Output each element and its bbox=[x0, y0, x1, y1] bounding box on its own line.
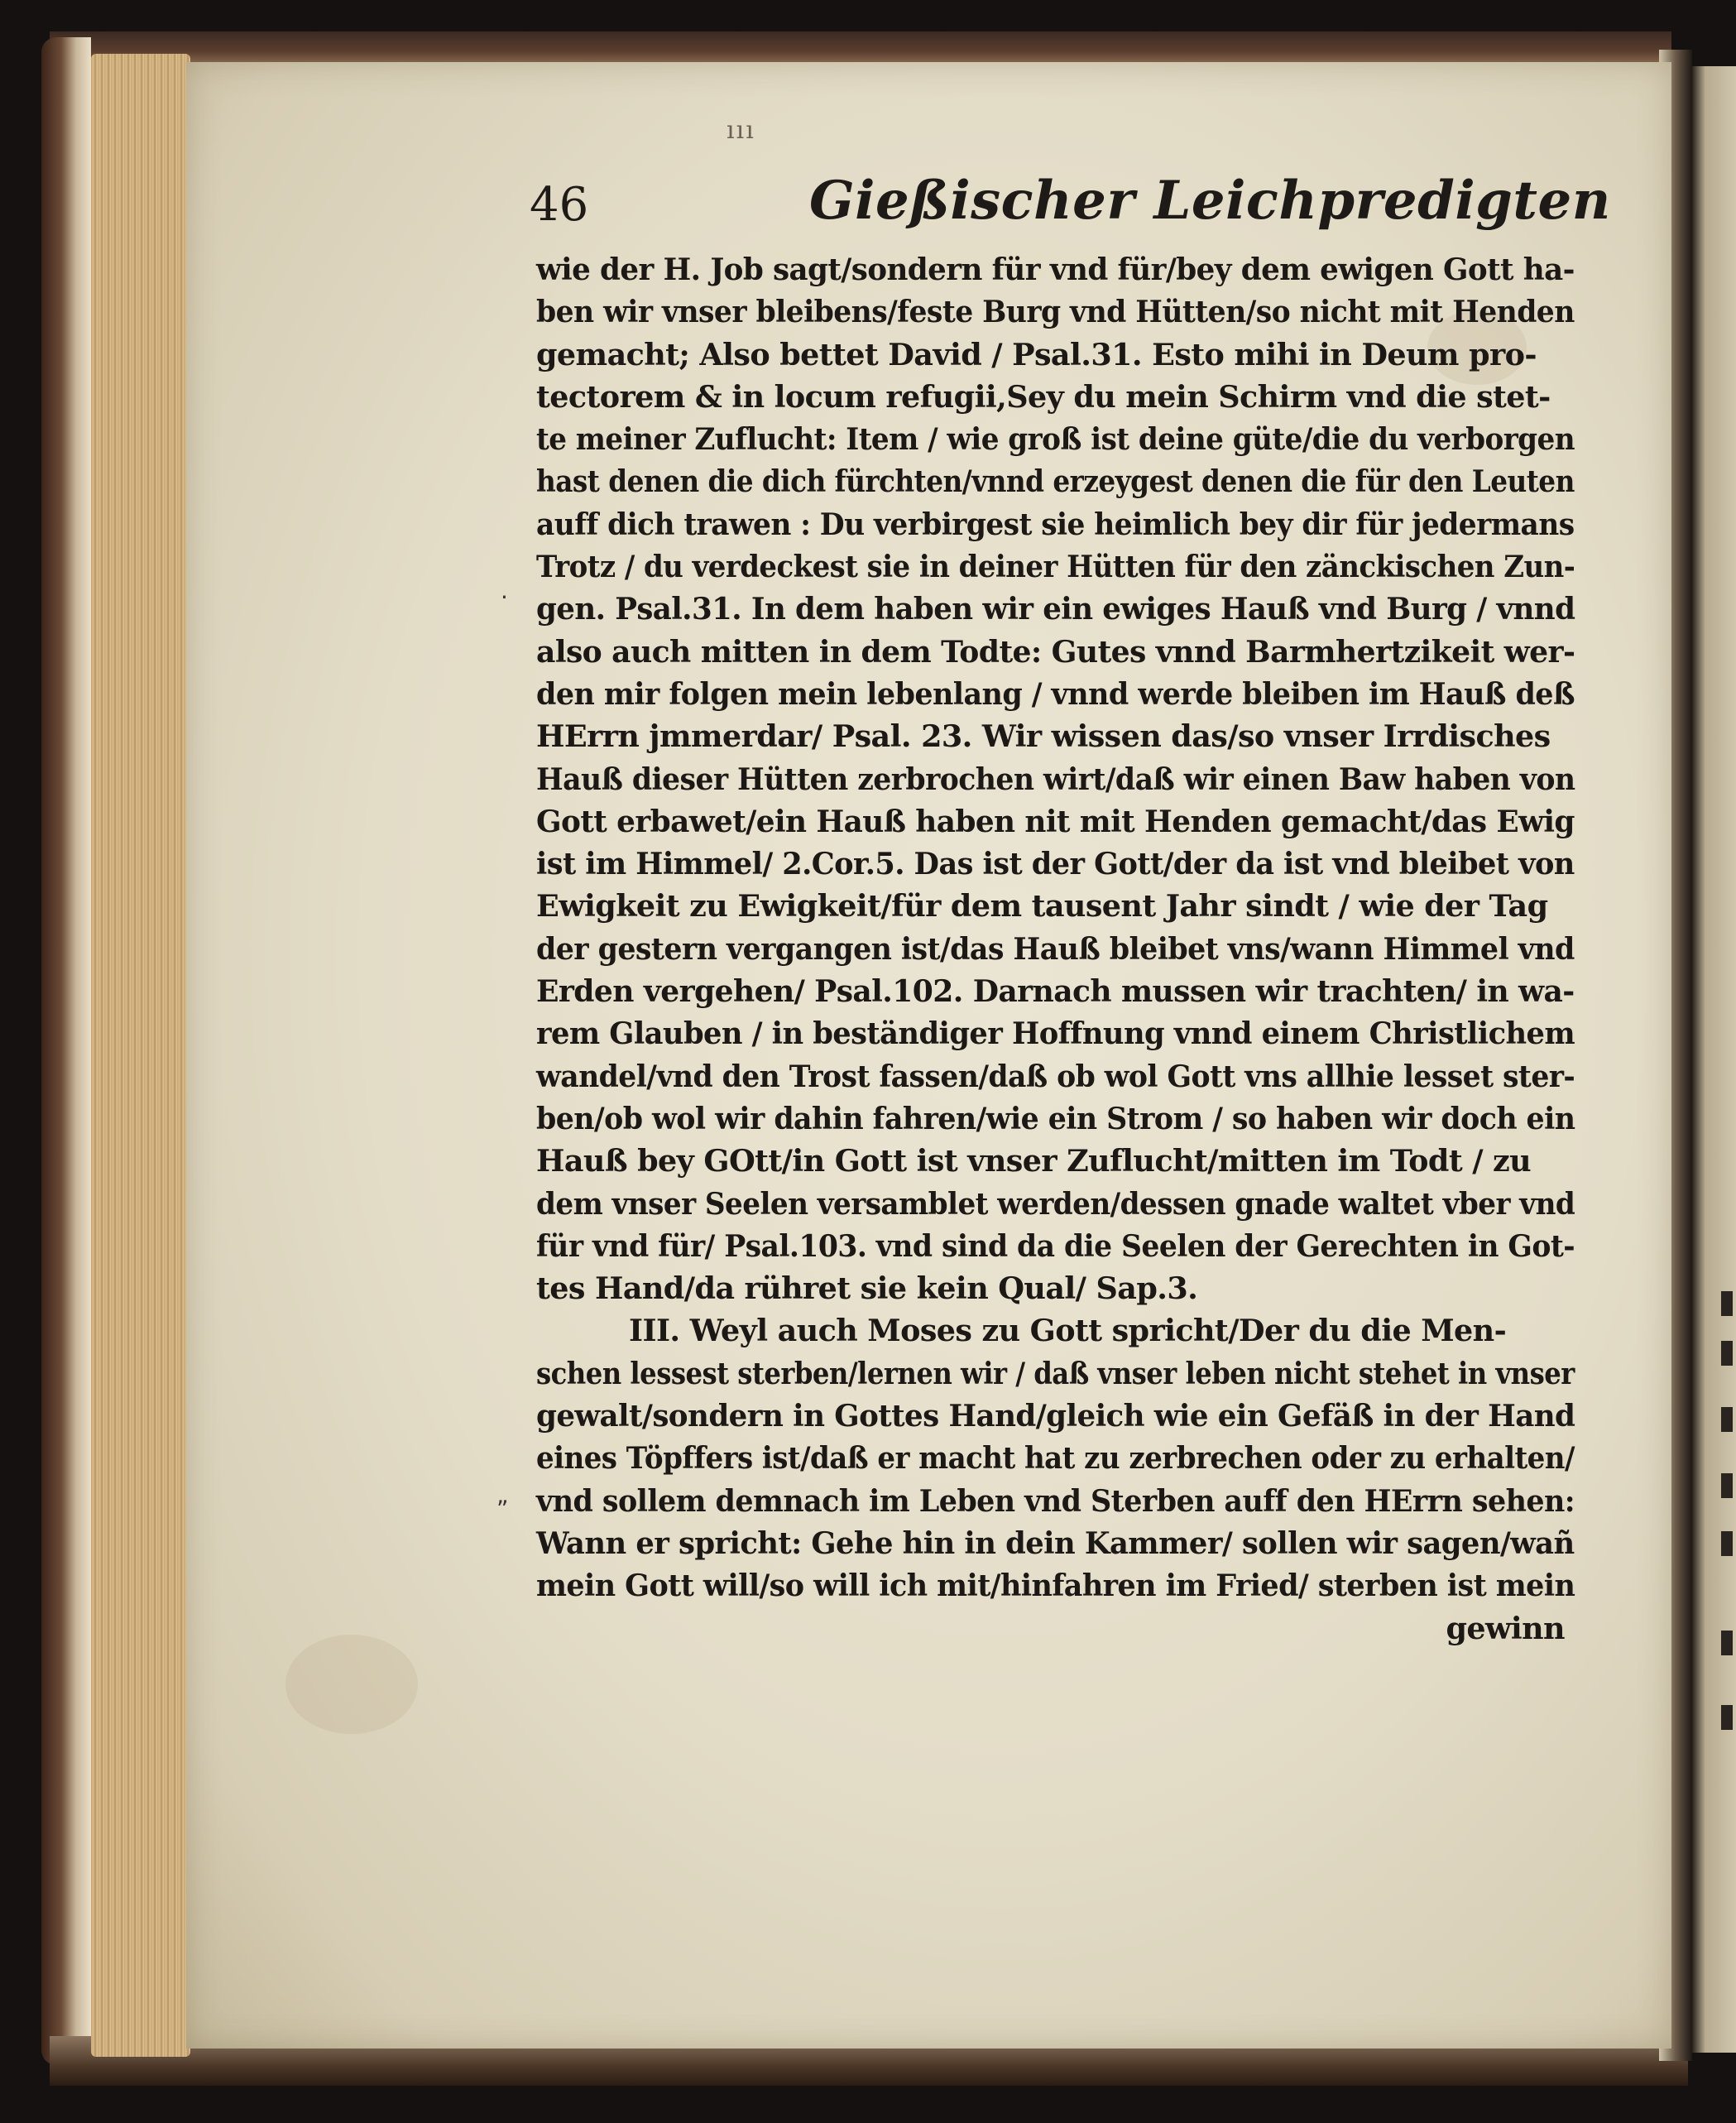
running-head bbox=[530, 170, 1630, 244]
paper-stain bbox=[285, 1635, 418, 1734]
text-line: Hauß dieser Hütten zerbrochen wirt/daß wir einen Baw haben von bbox=[536, 761, 1575, 797]
facing-page-edge bbox=[1692, 66, 1736, 2053]
text-line: III. Weyl auch Moses zu Gott spricht/Der du die Men- bbox=[629, 1313, 1507, 1349]
text-line: tes Hand/da rühret sie kein Qual/ Sap.3. bbox=[536, 1270, 1198, 1307]
page-number: 46 bbox=[530, 178, 589, 232]
catchword: gewinn bbox=[1446, 1610, 1565, 1646]
text-line: ben wir vnser bleibens/feste Burg vnd Hütten/so nicht mit Henden bbox=[536, 294, 1575, 330]
text-line: gen. Psal.31. In dem haben wir ein ewiges Hauß vnd Burg / vnnd bbox=[536, 591, 1575, 627]
cover-top-edge bbox=[50, 31, 1671, 65]
text-line: eines Töpffers ist/daß er macht hat zu zerbrechen oder zu erhalten/ bbox=[536, 1440, 1575, 1477]
text-line: dem vnser Seelen versamblet werden/dessen gnade waltet vber vnd bbox=[536, 1185, 1575, 1222]
text-line: Hauß bey GOtt/in Gott ist vnser Zuflucht/mitten im Todt / zu bbox=[536, 1143, 1532, 1179]
text-line: ist im Himmel/ 2.Cor.5. Das ist der Gott/der da ist vnd bleibet von bbox=[536, 846, 1575, 882]
margin-quote-mark: „ bbox=[496, 1482, 509, 1509]
text-line: mein Gott will/so will ich mit/hinfahren im Fried/ sterben ist mein bbox=[536, 1568, 1575, 1604]
text-line: Erden vergehen/ Psal.102. Darnach mussen wir trachten/ in wa- bbox=[536, 973, 1575, 1010]
text-line: auff dich trawen : Du verbirgest sie heimlich bey dir für jedermans bbox=[536, 506, 1575, 542]
text-line: Trotz / du verdeckest sie in deiner Hütten für den zänckischen Zun- bbox=[536, 549, 1575, 585]
text-line: Wann er spricht: Gehe hin in dein Kammer/ sollen wir sagen/wañ bbox=[536, 1525, 1575, 1561]
text-line: hast denen die dich fürchten/vnnd erzeygest denen die für den Leuten bbox=[536, 464, 1575, 500]
text-line: für vnd für/ Psal.103. vnd sind da die Seelen der Gerechten in Got- bbox=[536, 1227, 1575, 1264]
text-line: ben/ob wol wir dahin fahren/wie ein Strom / so haben wir doch ein bbox=[536, 1100, 1575, 1136]
running-head-title: Gießischer Leichpredigten bbox=[809, 170, 1611, 232]
folio-mark: ııı bbox=[727, 116, 755, 145]
text-line: te meiner Zuflucht: Item / wie groß ist deine güte/die du verborgen bbox=[536, 421, 1575, 458]
text-line: Ewigkeit zu Ewigkeit/für dem tausent Jahr sindt / wie der Tag bbox=[536, 888, 1548, 925]
text-line: den mir folgen mein lebenlang / vnnd werde bleiben im Hauß deß bbox=[536, 675, 1575, 712]
text-line: gemacht; Also bettet David / Psal.31. Esto mihi in Deum pro- bbox=[536, 336, 1537, 372]
text-line: rem Glauben / in beständiger Hoffnung vnnd einem Christlichem bbox=[536, 1016, 1575, 1052]
text-line: also auch mitten in dem Todte: Gutes vnnd Barmhertzikeit wer- bbox=[536, 633, 1575, 670]
text-line: tectorem & in locum refugii,Sey du mein Schirm vnd die stet- bbox=[536, 378, 1551, 415]
text-line: gewalt/sondern in Gottes Hand/gleich wie ein Gefäß in der Hand bbox=[536, 1398, 1575, 1434]
text-line: der gestern vergangen ist/das Hauß bleibet vns/wann Himmel vnd bbox=[536, 930, 1575, 967]
text-line: wandel/vnd den Trost fassen/daß ob wol Gott vns allhie lesset ster- bbox=[536, 1058, 1575, 1094]
text-line: vnd sollem demnach im Leben vnd Sterben auff den HErrn sehen: bbox=[536, 1482, 1575, 1519]
text-line: schen lessest sterben/lernen wir / daß vnser leben nicht stehet in vnser bbox=[536, 1355, 1575, 1391]
margin-dot: · bbox=[501, 584, 508, 611]
text-line: Gott erbawet/ein Hauß haben nit mit Henden gemacht/das Ewig bbox=[536, 803, 1575, 839]
body-text bbox=[536, 248, 1575, 1650]
text-line: wie der H. Job sagt/sondern für vnd für/bey dem ewigen Gott ha- bbox=[536, 252, 1575, 287]
page-edge-stack bbox=[91, 54, 190, 2057]
cover-left-edge bbox=[41, 37, 91, 2065]
text-line: HErrn jmmerdar/ Psal. 23. Wir wissen das/so vnser Irrdisches bbox=[536, 718, 1551, 755]
